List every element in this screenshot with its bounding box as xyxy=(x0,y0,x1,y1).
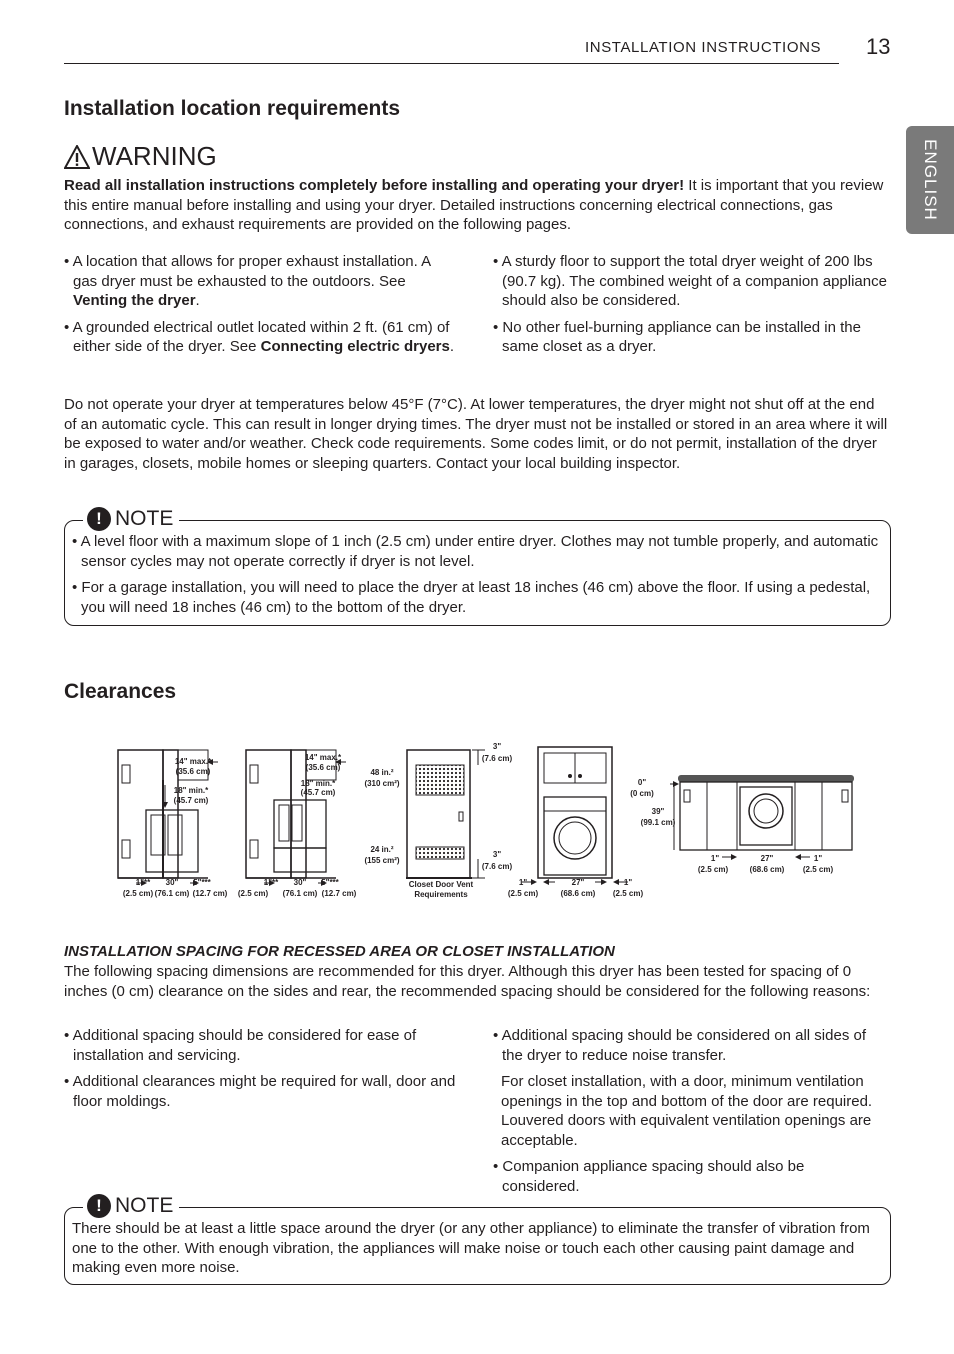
dim-label: (2.5 cm) xyxy=(612,889,644,898)
warning-bold-text: Read all installation instructions completely before installing and operating your dryer! xyxy=(64,177,685,194)
list-item: • Additional spacing should be considered for ease of installation and servicing. xyxy=(64,1027,417,1064)
exclamation-icon: ! xyxy=(87,507,111,531)
warning-triangle-icon xyxy=(64,145,90,169)
dim-label: 39" xyxy=(651,807,665,816)
dim-label: (68.6 cm) xyxy=(560,889,596,898)
dim-label: 1" xyxy=(710,854,720,863)
warning-paragraph xyxy=(64,176,890,235)
dim-label: (2.5 cm) xyxy=(237,889,269,898)
closet-dryer-diagram xyxy=(507,747,647,898)
spacing-intro: The following spacing dimensions are recommended for this dryer. Although this dryer has been tested for spacing of 0 inches (0 cm) clearance on the sides and rear, the recommended spacing should be considered for the following reasons: xyxy=(64,963,871,1000)
location-left-column xyxy=(64,252,456,364)
dim-label: (35.6 cm) xyxy=(175,767,211,776)
list-item: • Additional spacing should be considered on all sides of the dryer to reduce noise transfer. xyxy=(493,1027,867,1064)
warning-heading xyxy=(64,141,217,172)
dim-label: (76.1 cm) xyxy=(282,889,318,898)
dim-label: 27" xyxy=(760,854,774,863)
dim-label: 30" xyxy=(165,878,179,887)
spacing-subheading: INSTALLATION SPACING FOR RECESSED AREA OR CLOSET INSTALLATION xyxy=(64,943,615,960)
page-number: 13 xyxy=(866,34,891,59)
note-box-level-floor xyxy=(64,507,891,626)
list-item: • A level floor with a maximum slope of 1 inch (2.5 cm) under entire dryer. Clothes may not tumble properly, and automatic sensor cycles may not operate correctly if dryer is not level. xyxy=(72,533,879,570)
dim-label: (45.7 cm) xyxy=(173,796,209,805)
dim-label: 1"** xyxy=(135,878,151,887)
dim-label: 5"*** xyxy=(321,878,339,887)
dim-label: (76.1 cm) xyxy=(154,889,190,898)
list-item: • A grounded electrical outlet located within 2 ft. (61 cm) of either side of the dryer. See Connecting electric dryers. xyxy=(64,318,455,355)
dim-label: 18" min.* xyxy=(173,786,209,795)
dim-label: 18" min.* xyxy=(300,779,336,788)
dim-label: 3" xyxy=(492,850,502,859)
language-tab xyxy=(906,126,954,234)
list-item: • No other fuel-burning appliance can be installed in the same closet as a dryer. xyxy=(493,318,861,355)
header-rule xyxy=(64,63,839,64)
location-right-column xyxy=(493,252,891,364)
dim-label: (35.6 cm) xyxy=(305,763,341,772)
section-title-clearances: Clearances xyxy=(64,680,177,703)
note-list xyxy=(72,532,882,624)
dim-label: (99.1 cm) xyxy=(640,818,676,827)
dim-label: (155 cm²) xyxy=(364,856,400,865)
temperature-paragraph: Do not operate your dryer at temperatures below 45°F (7°C). At lower temperatures, the dryer might not shut off at the end of an automatic cycle. This can result in longer drying times. The dryer must not be installed or stored in an area where it will be exposed to water and/or weather. Check code requirements. Some codes limit, or do not permit, installation of the dryer in garages, closets, mobile homes or sleeping quarters. Contact your local building inspector. xyxy=(64,396,888,472)
spacing-left-column xyxy=(64,1026,462,1118)
dim-label: 3" xyxy=(492,742,502,751)
dim-label: 14" max.* xyxy=(174,757,212,766)
note-box-vibration xyxy=(64,1194,891,1285)
dim-label: (2.5 cm) xyxy=(507,889,539,898)
dim-label: 48 in.² xyxy=(370,768,394,777)
dim-label: (7.6 cm) xyxy=(481,754,513,763)
note-heading xyxy=(83,507,179,531)
list-item: • A sturdy floor to support the total dryer weight of 200 lbs (90.7 kg). The combined weight of a companion appliance should also be considered. xyxy=(493,253,887,309)
section-title-location: Installation location requirements xyxy=(64,97,401,120)
dim-label: (7.6 cm) xyxy=(481,862,513,871)
dim-label: Requirements xyxy=(414,890,468,899)
dim-label: (310 cm²) xyxy=(364,779,400,788)
under-counter-diagram xyxy=(630,775,854,874)
note-text: There should be at least a little space around the dryer (or any other appliance) to eliminate the transfer of vibration from one to the other. With enough vibration, the appliances will make noise or touch each other causing paint damage and making even more noise. xyxy=(72,1220,870,1276)
dim-label: 1" xyxy=(813,854,823,863)
list-item: • A location that allows for proper exhaust installation. A gas dryer must be exhausted to the outdoors. See Venting the dryer. xyxy=(64,253,431,309)
dim-label: (45.7 cm) xyxy=(300,788,336,797)
recess-diagram-1 xyxy=(118,750,228,898)
recess-diagram-2 xyxy=(238,750,357,898)
list-item: • Additional clearances might be required for wall, door and floor moldings. xyxy=(64,1073,456,1110)
header-section-title: INSTALLATION INSTRUCTIONS xyxy=(585,39,822,56)
closet-door-vent-diagram xyxy=(364,742,512,899)
dim-label: 1" xyxy=(518,878,528,887)
dim-label: (12.7 cm) xyxy=(192,889,228,898)
dim-label: 27" xyxy=(571,878,585,887)
dim-label: 0" xyxy=(637,778,647,787)
dim-label: 1" xyxy=(623,878,633,887)
dim-label: Closet Door Vent xyxy=(408,880,474,889)
list-item: • Companion appliance spacing should also be considered. xyxy=(493,1158,805,1195)
dim-label: 14" max.* xyxy=(304,753,342,762)
dim-label: 30" xyxy=(293,878,307,887)
dim-label: (68.6 cm) xyxy=(749,865,785,874)
note-label: NOTE xyxy=(115,507,174,530)
note-label: NOTE xyxy=(115,1194,174,1217)
dim-label: 1"** xyxy=(263,878,279,887)
clearance-diagram xyxy=(110,735,860,905)
dim-label: (0 cm) xyxy=(630,789,654,798)
warning-label: WARNING xyxy=(92,141,217,171)
dim-label: (2.5 cm) xyxy=(697,865,729,874)
note-heading xyxy=(83,1194,179,1218)
dim-label: 24 in.² xyxy=(370,845,394,854)
dim-label: (12.7 cm) xyxy=(321,889,357,898)
closet-paragraph: For closet installation, with a door, minimum ventilation openings in the top and bottom of the door are required. Louvered doors with equivalent ventilation openings are acceptable. xyxy=(501,1073,873,1149)
language-tab-label: ENGLISH xyxy=(921,139,940,221)
dim-label: (2.5 cm) xyxy=(802,865,834,874)
dim-label: 5"*** xyxy=(193,878,211,887)
list-item: • For a garage installation, you will need to place the dryer at least 18 inches (46 cm) above the floor. If using a pedestal, you will need 18 inches (46 cm) to the bottom of the dryer. xyxy=(72,579,871,616)
spacing-right-column xyxy=(493,1026,883,1203)
exclamation-icon: ! xyxy=(87,1194,111,1218)
warning-rest-text: It is important that you review this entire manual before installing and using your dryer. Detailed instructions concerning electrical connections, gas connections, and exhaust requirements are provided on the following pages. xyxy=(64,177,884,233)
dim-label: (2.5 cm) xyxy=(122,889,154,898)
